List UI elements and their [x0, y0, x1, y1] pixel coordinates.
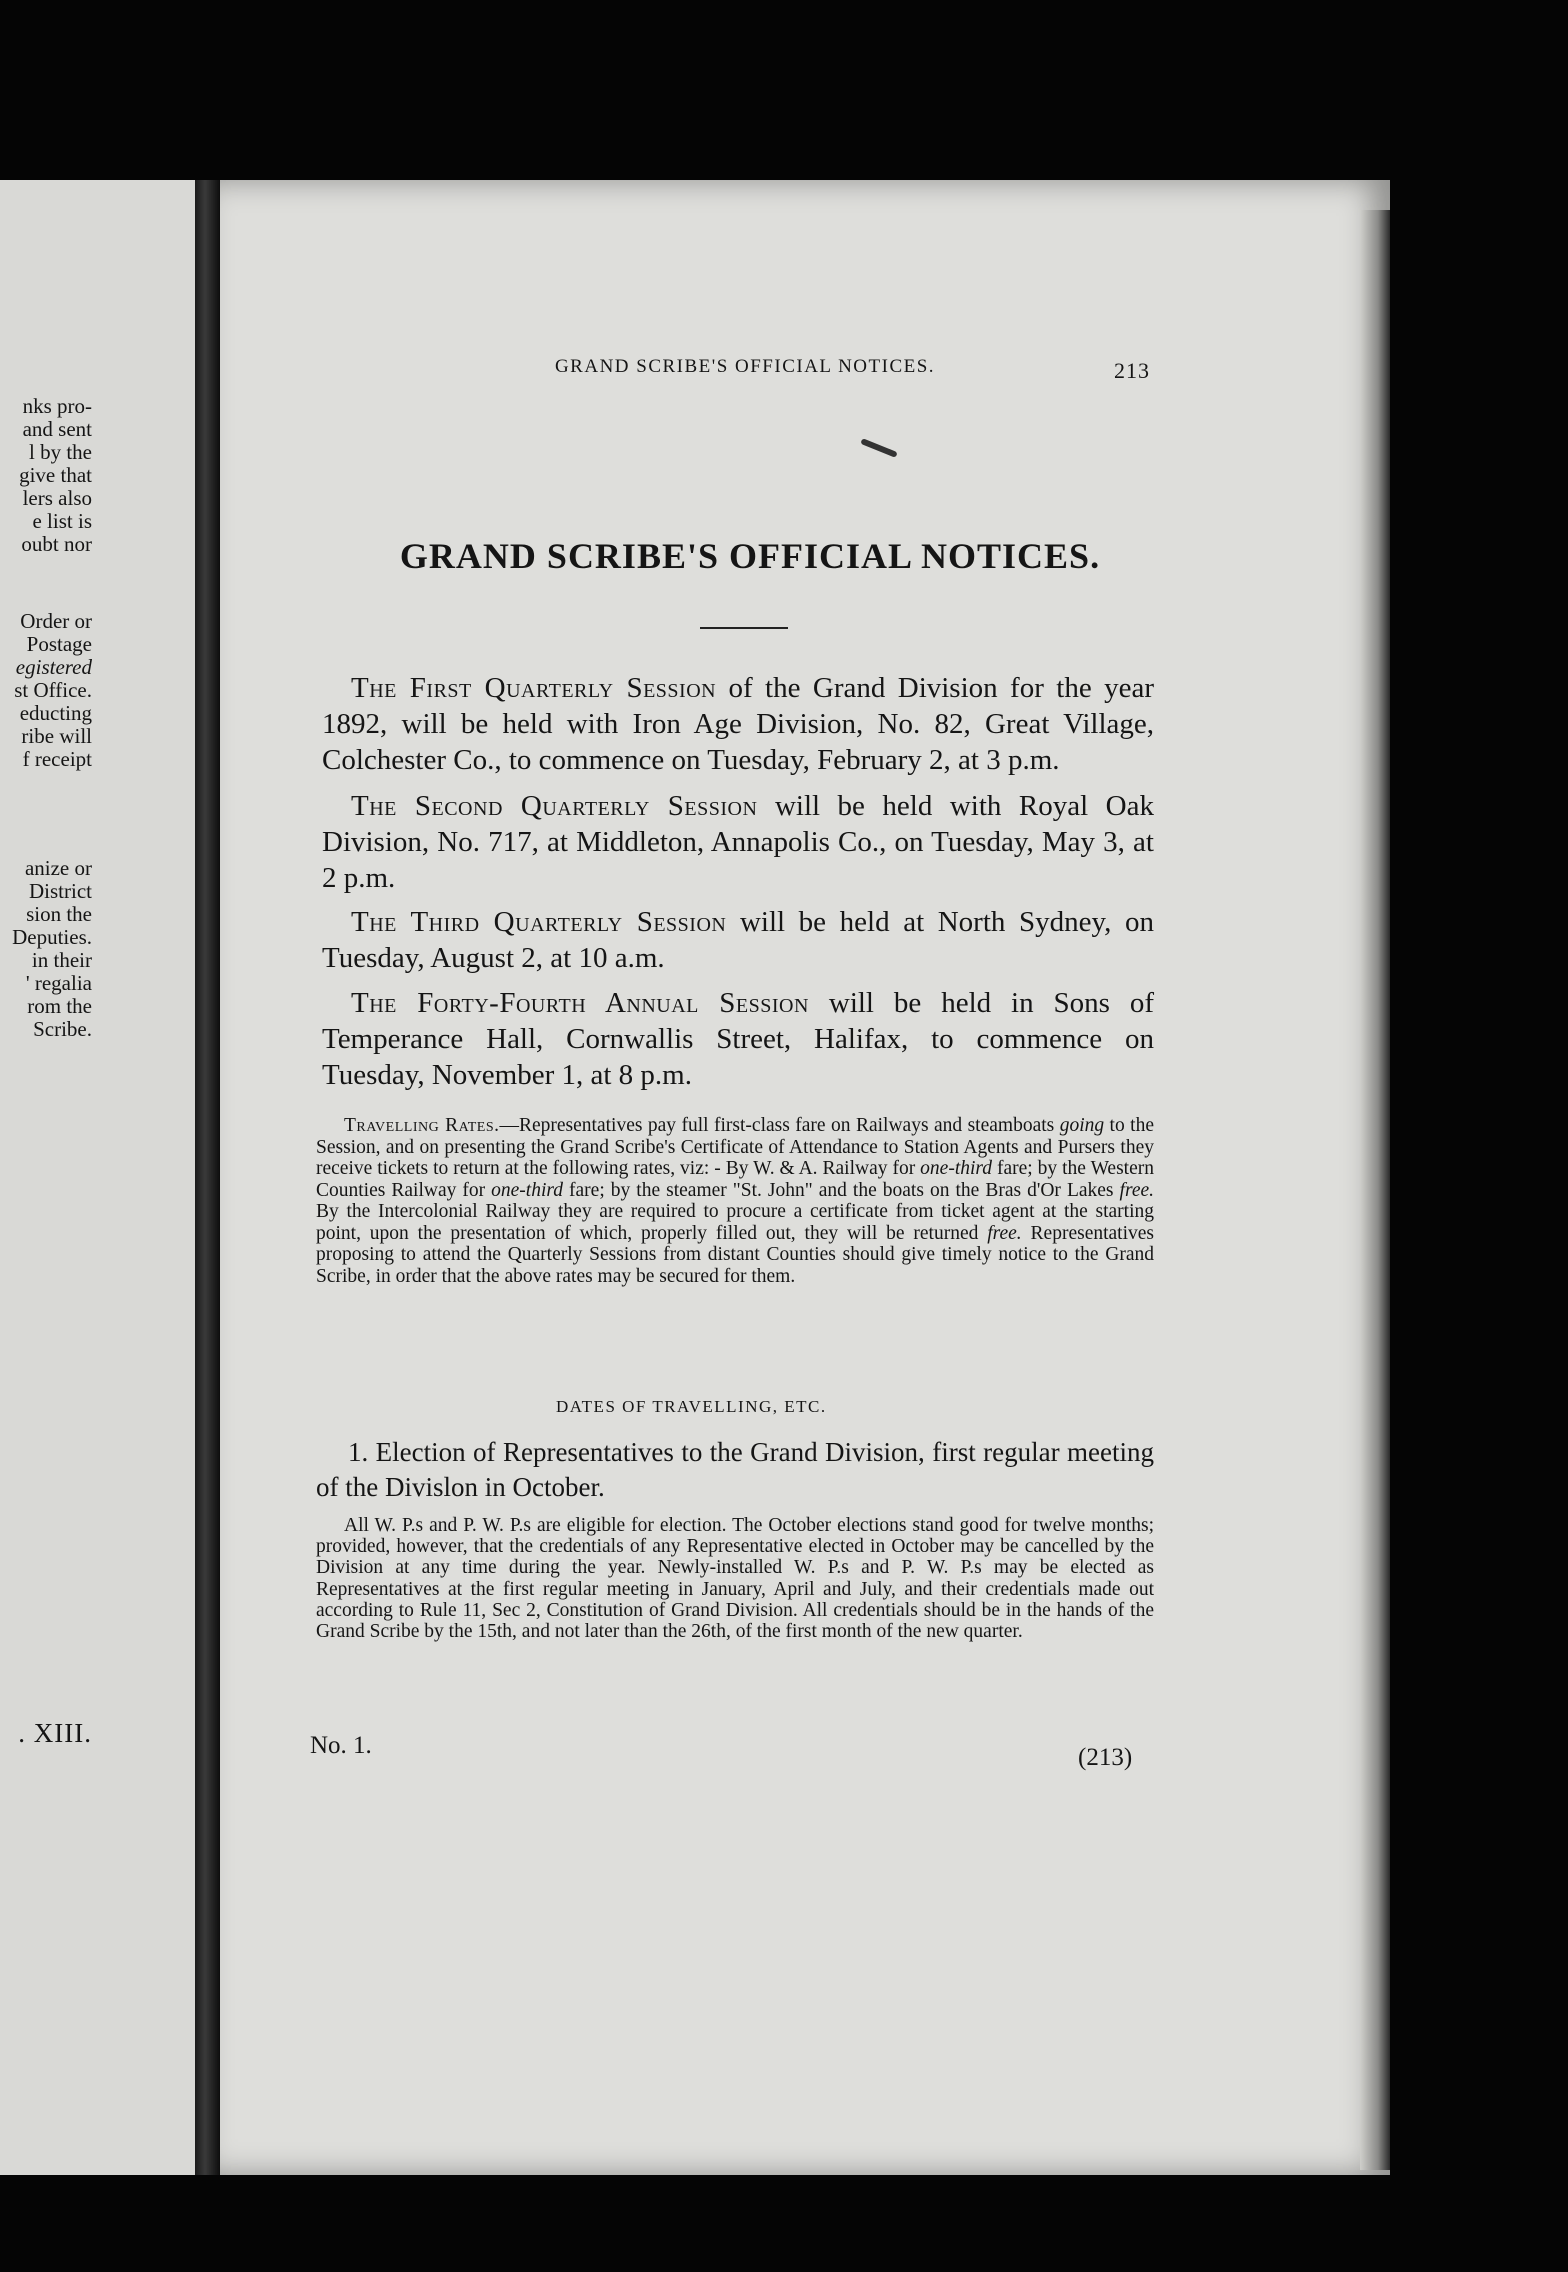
dates-heading: DATES OF TRAVELLING, ETC. [556, 1397, 827, 1416]
travel-italic: one-third [491, 1179, 563, 1201]
left-line: l by the [29, 441, 92, 464]
left-line: and sent [22, 418, 92, 441]
page-edge [1360, 210, 1390, 2170]
session-notice-1 [322, 670, 1154, 778]
session-notice-2 [322, 788, 1154, 896]
session-lead: The Second Quarterly Session [351, 790, 758, 822]
left-page-volume: . XIII. [18, 1718, 92, 1748]
left-line: ' regalia [25, 972, 92, 995]
travelling-lead: Travelling Rates. [344, 1115, 500, 1136]
travel-text: fare; by the steamer "St. John" and the boats on the Bras d'Or Lakes [563, 1179, 1120, 1201]
session-text: will be held with Royal Oak Division, No. 717, at Middleton, Annapolis Co., on Tuesday, May 3, at 2 p.m. [322, 790, 1154, 894]
left-page-block-2 [0, 610, 92, 771]
page-title: GRAND SCRIBE'S OFFICIAL NOTICES. [399, 536, 1101, 576]
session-lead: The Third Quarterly Session [351, 906, 727, 938]
travel-italic: free. [987, 1222, 1022, 1244]
left-line: rom the [27, 995, 92, 1018]
left-page-block-3 [0, 857, 92, 1041]
left-line: ribe will [21, 725, 92, 748]
left-line: Order or [20, 610, 92, 633]
left-line: e list is [32, 510, 92, 533]
session-lead: The First Quarterly Session [351, 672, 717, 704]
travel-text: to the Session, and on presenting the Grand Scribe's Certificate of Attendance to Station Agents and Pursers they receive tickets to return at the following rates, viz: - By W. & A. Railway for [316, 1115, 1154, 1179]
travel-text: Representatives proposing to attend the Quarterly Sessions from distant Counties should give timely notice to the Grand Scribe, in order that the above rates may be secured for them. [316, 1222, 1154, 1287]
left-line: District [29, 880, 92, 903]
left-line: in their [31, 949, 92, 972]
travel-italic: free. [1119, 1179, 1155, 1201]
left-line: st Office. [14, 679, 92, 702]
left-line: Postage [26, 633, 92, 656]
left-line: egistered [15, 656, 92, 679]
travel-text: By the Intercolonial Railway they are required to procure a certificate from ticket agent at the starting point, upon the presentation of which, properly filled out, they will be returned [316, 1201, 1154, 1244]
travel-text: —Representatives pay full first-class fare on Railways and steamboats [499, 1115, 1060, 1136]
session-text: will be held in Sons of Temperance Hall, Cornwallis Street, Halifax, to commence on Tuesday, November 1, at 8 p.m. [322, 987, 1155, 1091]
page-number-top: 213 [1114, 358, 1150, 383]
left-line: f receipt [22, 748, 92, 771]
item-1-election: 1. Election of Representatives to the Grand Division, first regular meeting of the Divislon in October. [316, 1437, 1154, 1502]
travel-italic: going [1059, 1115, 1105, 1136]
left-line: Scribe. [33, 1018, 92, 1041]
left-page-block-1 [0, 395, 92, 556]
left-line: lers also [22, 487, 92, 510]
number-label: No. 1. [310, 1732, 372, 1759]
left-line: nks pro- [22, 395, 92, 418]
session-text: will be held at North Sydney, on Tuesday, August 2, at 10 a.m. [322, 906, 1154, 974]
running-header: GRAND SCRIBE'S OFFICIAL NOTICES. [554, 356, 936, 377]
left-line: oubt nor [21, 533, 92, 556]
left-line: give that [19, 464, 92, 487]
session-notice-3 [322, 904, 1154, 976]
travelling-rates-paragraph [316, 1115, 1154, 1287]
session-lead: The Forty-Fourth Annual Session [351, 987, 809, 1019]
left-page [0, 180, 195, 2175]
left-line: anize or [24, 857, 92, 880]
travel-italic: one-third [920, 1158, 993, 1179]
left-line: Deputies. [12, 926, 92, 949]
left-line: sion the [26, 903, 92, 926]
travel-text: fare; by the Western Counties Railway for [316, 1158, 1154, 1201]
session-text: of the Grand Division for the year 1892, will be held with Iron Age Division, No. 82, Great Village, Colchester Co., to commence on Tuesday, February 2, at 3 p.m. [322, 672, 1154, 776]
left-line: educting [19, 702, 92, 725]
session-notice-4 [322, 985, 1154, 1093]
title-rule [700, 627, 788, 629]
book-gutter [195, 180, 220, 2175]
eligibility-paragraph: All W. P.s and P. W. P.s are eligible for election. The October elections stand good for twelve months; provided, however, that the credentials of any Representative elected in October may be cancelled by the Division at any time during the year. Newly-installed W. P.s and P. W. P.s may be elected as Representatives at the first regular meeting in January, April and July, and their credentials made out according to Rule 11, Sec 2, Constitution of Grand Division. All credentials should be in the hands of the Grand Scribe by the 15th, and not later than the 26th, of the first month of the new quarter. [316, 1515, 1154, 1643]
page-number-bottom: (213) [1078, 1744, 1133, 1771]
